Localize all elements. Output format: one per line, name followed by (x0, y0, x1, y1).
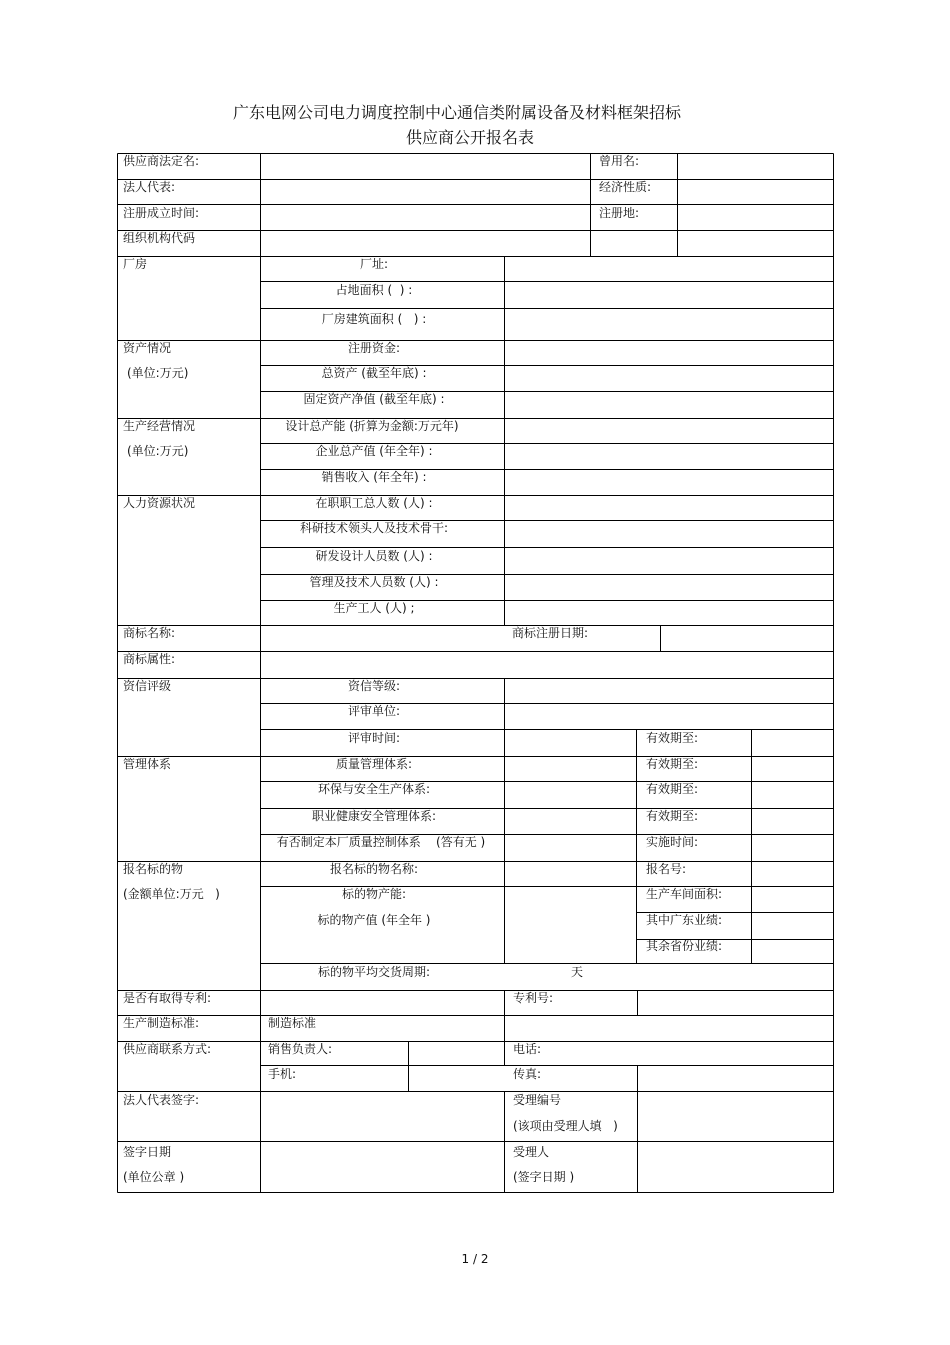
label-total-assets: 总资产 (截至年底) : (321, 366, 427, 380)
label-building-area: 厂房建筑面积 ( ) : (321, 312, 427, 326)
label-valid-until: 有效期至: (646, 731, 699, 745)
label-mgmt-staff: 管理及技术人员数 (人) : (309, 575, 439, 589)
label-economic-nature: 经济性质: (599, 180, 652, 194)
label-acceptor-date: (签字日期 ) (513, 1170, 575, 1184)
label-workers: 生产工人 (人) ; (333, 601, 415, 615)
label-signature: 法人代表签字: (123, 1093, 200, 1107)
label-mfg-std-val: 制造标准 (268, 1016, 317, 1030)
label-unit-wan: (单位:万元) (127, 444, 189, 458)
label-seal: (单位公章 ) (123, 1170, 185, 1184)
label-contact: 供应商联系方式: (123, 1042, 212, 1056)
label-days: 天 (570, 965, 584, 979)
label-hr: 人力资源状况 (123, 496, 196, 510)
label-valid-until: 有效期至: (646, 809, 699, 823)
label-bid-items: 报名标的物 (123, 862, 184, 876)
label-reg-place: 注册地: (599, 206, 640, 220)
label-other-perf: 其余省份业绩: (646, 939, 723, 953)
label-operations: 生产经营情况 (123, 419, 196, 433)
label-trademark-name: 商标名称: (123, 626, 176, 640)
label-supplier-name: 供应商法定名: (123, 154, 200, 168)
label-reg-date: 注册成立时间: (123, 206, 200, 220)
label-accept-note: (该项由受理人填 ) (513, 1119, 618, 1133)
label-quality-system: 质量管理体系: (335, 757, 413, 771)
label-sign-date: 签字日期 (123, 1145, 172, 1159)
label-ohs: 职业健康安全管理体系: (311, 809, 437, 823)
label-gd-perf: 其中广东业绩: (646, 913, 723, 927)
label-unit-wan: (单位:万元) (127, 366, 189, 380)
label-trademark-reg-date: 商标注册日期: (512, 626, 589, 640)
label-rd-staff: 研发设计人员数 (人) : (315, 549, 433, 563)
label-credit-rating: 资信评级 (123, 679, 172, 693)
label-env-safety: 环保与安全生产体系: (317, 782, 431, 796)
form-title: 广东电网公司电力调度控制中心通信类附属设备及材料框架招标 (232, 103, 681, 122)
label-delivery: 标的物平均交货周期: (317, 965, 431, 979)
label-land-area: 占地面积 ( ) : (335, 283, 413, 297)
label-patent-no: 专利号: (513, 991, 554, 1005)
label-valid-until: 有效期至: (646, 757, 699, 771)
form-grid-lines (117, 153, 834, 1193)
label-trademark-attr: 商标属性: (123, 652, 176, 666)
label-amount-unit: (金额单位:万元 ) (123, 887, 220, 901)
label-employees: 在职职工总人数 (人) : (315, 496, 433, 510)
label-sales-income: 销售收入 (年全年) : (321, 470, 427, 484)
registration-form (117, 153, 834, 1193)
label-org-code: 组织机构代码 (123, 231, 196, 245)
label-item-name: 报名标的物名称: (329, 862, 419, 876)
page-number: 1 / 2 (461, 1252, 489, 1266)
label-acceptor: 受理人 (513, 1145, 550, 1159)
label-valid-until: 有效期至: (646, 782, 699, 796)
label-assets: 资产情况 (123, 341, 172, 355)
label-credit-level: 资信等级: (347, 679, 401, 693)
label-plant: 厂房 (123, 257, 148, 271)
form-subtitle: 供应商公开报名表 (405, 128, 534, 147)
label-reg-no: 报名号: (646, 862, 687, 876)
label-mobile: 手机: (268, 1067, 297, 1081)
label-former-name: 曾用名: (599, 154, 640, 168)
label-item-capacity: 标的物产能: (341, 887, 407, 901)
label-fax: 传真: (513, 1067, 542, 1081)
label-workshop-area: 生产车间面积: (646, 887, 723, 901)
label-patent: 是否有取得专利: (123, 991, 212, 1005)
label-fixed-assets: 固定资产净值 (截至年底) : (303, 392, 445, 406)
label-phone: 电话: (513, 1042, 542, 1056)
label-design-capacity: 设计总产能 (折算为金额:万元年) (285, 419, 459, 433)
label-qc-system: 有否制定本厂质量控制体系 (答有无 ) (276, 835, 486, 849)
label-mgmt-system: 管理体系 (123, 757, 172, 771)
label-tech-leaders: 科研技术领头人及技术骨干: (299, 521, 449, 535)
label-reg-capital: 注册资金: (347, 341, 401, 355)
label-rating-time: 评审时间: (347, 731, 401, 745)
label-impl-time: 实施时间: (646, 835, 699, 849)
label-sales-mgr: 销售负责人: (268, 1042, 333, 1056)
label-accept-no: 受理编号 (513, 1093, 562, 1107)
label-mfg-standard: 生产制造标准: (123, 1016, 200, 1030)
label-rating-unit: 评审单位: (347, 704, 401, 718)
label-plant-address: 厂址: (359, 257, 389, 271)
label-total-output: 企业总产值 (年全年) : (315, 444, 433, 458)
label-legal-rep: 法人代表: (123, 180, 176, 194)
label-item-output: 标的物产值 (年全年 ) (317, 913, 431, 927)
